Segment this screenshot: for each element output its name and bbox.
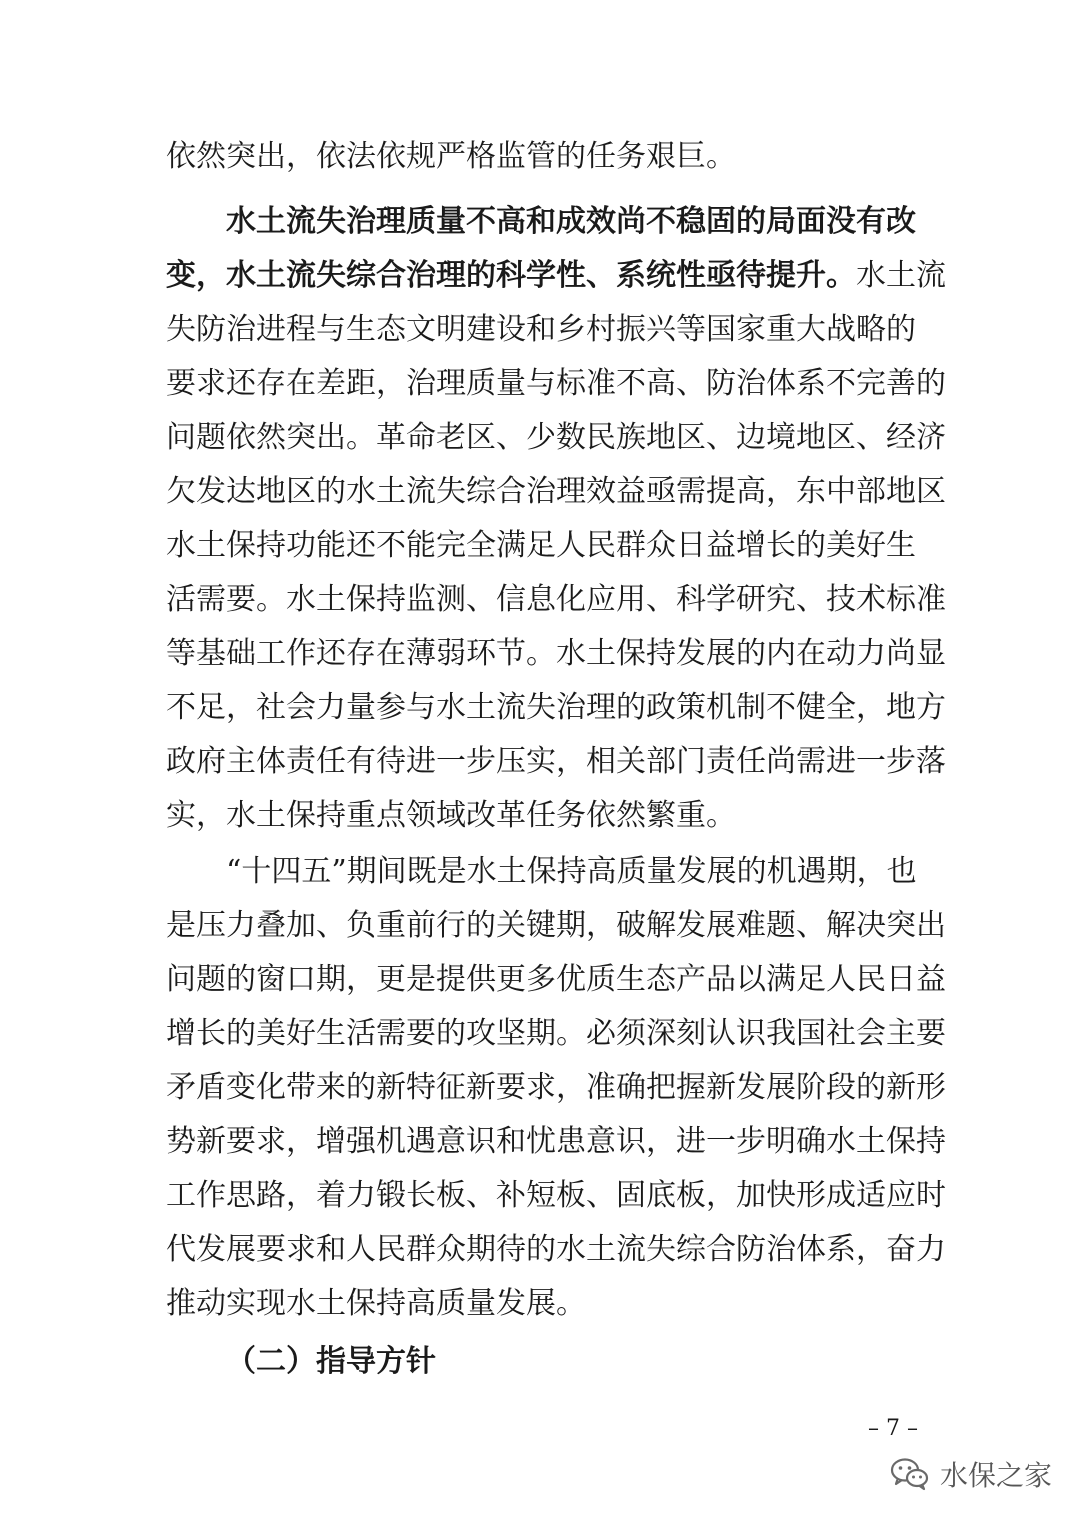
watermark-text: 水保之家: [940, 1459, 1053, 1492]
paragraph-line: 要求还存在差距，治理质量与标准不高、防治体系不完善的: [166, 366, 946, 401]
paragraph-line-mixed: [166, 254, 946, 298]
paragraph-line: 欠发达地区的水土流失综合治理效益亟需提高，东中部地区: [166, 474, 946, 509]
bold-lead-sentence: 变，水土流失综合治理的科学性、系统性亟待提升。: [166, 258, 856, 293]
paragraph-line: 活需要。水土保持监测、信息化应用、科学研究、技术标准: [166, 582, 946, 617]
paragraph-line: 不足，社会力量参与水土流失治理的政策机制不健全，地方: [166, 690, 946, 725]
paragraph-line-bold-1: 水土流失治理质量不高和成效尚不稳固的局面没有改: [226, 204, 916, 239]
paragraph-line-1: 依然突出，依法依规严格监管的任务艰巨。: [166, 139, 736, 174]
paragraph-line: 矛盾变化带来的新特征新要求，准确把握新发展阶段的新形: [166, 1070, 946, 1105]
paragraph-line: 问题依然突出。革命老区、少数民族地区、边境地区、经济: [166, 420, 946, 455]
paragraph-line: 等基础工作还存在薄弱环节。水土保持发展的内在动力尚显: [166, 636, 946, 671]
paragraph-line: 水土保持功能还不能完全满足人民群众日益增长的美好生: [166, 528, 916, 563]
paragraph-line: 推动实现水土保持高质量发展。: [166, 1286, 586, 1321]
section-heading: （二）指导方针: [226, 1344, 436, 1379]
watermark: [890, 1454, 1052, 1494]
wechat-icon: [890, 1457, 930, 1491]
paragraph-line: 是压力叠加、负重前行的关键期，破解发展难题、解决突出: [166, 908, 946, 943]
paragraph-line: 问题的窗口期，更是提供更多优质生态产品以满足人民日益: [166, 962, 946, 997]
paragraph-line: 代发展要求和人民群众期待的水土流失综合防治体系，奋力: [166, 1232, 946, 1267]
paragraph-line: 增长的美好生活需要的攻坚期。必须深刻认识我国社会主要: [166, 1016, 946, 1051]
paragraph-line: 工作思路，着力锻长板、补短板、固底板，加快形成适应时: [166, 1178, 946, 1213]
page-number: – 7 –: [868, 1416, 918, 1441]
paragraph-line: “十四五”期间既是水土保持高质量发展的机遇期，也: [226, 854, 917, 889]
paragraph-line: 势新要求，增强机遇意识和忧患意识，进一步明确水土保持: [166, 1124, 946, 1159]
paragraph-line: 政府主体责任有待进一步压实，相关部门责任尚需进一步落: [166, 744, 946, 779]
paragraph-line: 实，水土保持重点领域改革任务依然繁重。: [166, 798, 736, 833]
line-continuation: 水土流: [856, 258, 946, 293]
paragraph-line: 失防治进程与生态文明建设和乡村振兴等国家重大战略的: [166, 312, 916, 347]
